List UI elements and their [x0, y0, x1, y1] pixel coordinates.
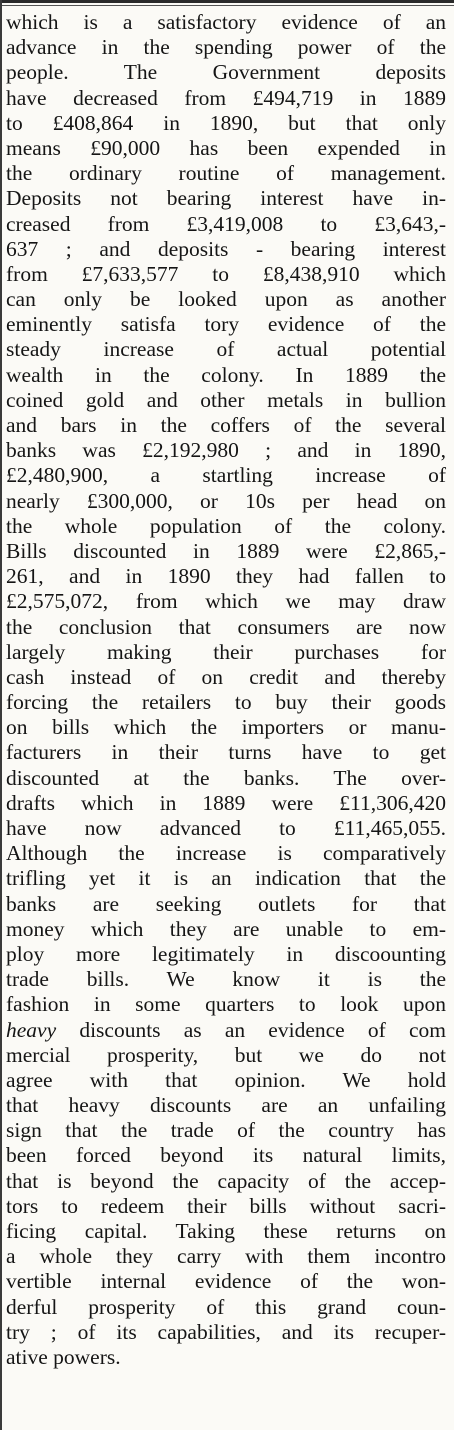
- text-line: the ordinary routine of management.: [6, 161, 446, 186]
- text-line: forcing the retailers to buy their goods: [6, 690, 446, 715]
- text-line: that heavy discounts are an unfailing: [6, 1093, 446, 1118]
- text-line-with-italic: [6, 1018, 446, 1043]
- text-line: which is a satisfactory evidence of an: [6, 10, 446, 34]
- text-line: mercial prosperity, but we do not: [6, 1042, 446, 1067]
- italic-word: heavy: [6, 1017, 57, 1042]
- text-line: been forced beyond its natural limits,: [6, 1143, 446, 1168]
- text-line: steady increase of actual potential: [6, 337, 446, 362]
- text-line: 637 ; and deposits - bearing interest: [6, 236, 446, 261]
- text-line: 261, and in 1890 they had fallen to: [6, 564, 446, 589]
- text-line: £2,480,900, a startling increase of: [6, 463, 446, 488]
- top-rule-thin: [0, 5, 454, 6]
- text-line: the whole population of the colony.: [6, 513, 446, 538]
- text-line: trade bills. We know it is the: [6, 967, 446, 992]
- text-line: advance in the spending power of the: [6, 35, 446, 60]
- text-line: ficing capital. Taking these returns on: [6, 1219, 446, 1243]
- article-text-column: [6, 10, 446, 1370]
- text-line: coined gold and other metals in bullion: [6, 387, 446, 412]
- text-line: nearly £300,000, or 10s per head on: [6, 488, 446, 513]
- text-line: a whole they carry with them incontro: [6, 1244, 446, 1269]
- text-line: largely making their purchases for: [6, 639, 446, 664]
- text-line: banks was £2,192,980 ; and in 1890,: [6, 438, 446, 463]
- top-rule: [0, 0, 454, 3]
- text-line: Deposits not bearing interest have in-: [6, 186, 446, 211]
- text-line: £2,575,072, from which we may draw: [6, 589, 446, 614]
- text-line: drafts which in 1889 were £11,306,420: [6, 790, 446, 815]
- text-line: to £408,864 in 1890, but that only: [6, 110, 446, 135]
- text-line: have decreased from £494,719 in 1889: [6, 85, 446, 110]
- text-line: and bars in the coffers of the several: [6, 413, 446, 437]
- text-line: can only be looked upon as another: [6, 287, 446, 312]
- text-line: sign that the trade of the country has: [6, 1118, 446, 1143]
- text-line: cash instead of on credit and thereby: [6, 664, 446, 689]
- text-line: money which they are unable to em-: [6, 916, 446, 941]
- text-line: wealth in the colony. In 1889 the: [6, 362, 446, 387]
- text-line: tors to redeem their bills without sacri-: [6, 1193, 446, 1218]
- text-line: on bills which the importers or manu-: [6, 715, 446, 740]
- text-line: means £90,000 has been expended in: [6, 135, 446, 160]
- text-line: that is beyond the capacity of the accep-: [6, 1168, 446, 1193]
- text-line: the conclusion that consumers are now: [6, 614, 446, 639]
- text-line: from £7,633,577 to £8,438,910 which: [6, 261, 446, 286]
- text-line: creased from £3,419,008 to £3,643,-: [6, 211, 446, 236]
- text-line: fashion in some quarters to look upon: [6, 992, 446, 1017]
- text-line: ploy more legitimately in discoounting: [6, 941, 446, 966]
- left-column-rule: [0, 0, 2, 1430]
- text-line: people. The Government deposits: [6, 60, 446, 85]
- text-line: banks are seeking outlets for that: [6, 891, 446, 916]
- text-line-last: ative powers.: [6, 1344, 121, 1369]
- text-line: eminently satisfa tory evidence of the: [6, 312, 446, 337]
- text-line: agree with that opinion. We hold: [6, 1067, 446, 1092]
- text-line: Bills discounted in 1889 were £2,865,-: [6, 538, 446, 563]
- text-line: try ; of its capabilities, and its recuper-: [6, 1319, 446, 1344]
- text-line: facturers in their turns have to get: [6, 740, 446, 765]
- text-line: vertible internal evidence of the won-: [6, 1269, 446, 1294]
- text-line: Although the increase is comparatively: [6, 841, 446, 866]
- text-line-rest: discounts as an evidence of com: [79, 1017, 446, 1042]
- text-line: derful prosperity of this grand coun-: [6, 1294, 446, 1319]
- text-line: have now advanced to £11,465,055.: [6, 816, 446, 840]
- text-line: trifling yet it is an indication that the: [6, 866, 446, 891]
- text-line: discounted at the banks. The over-: [6, 765, 446, 790]
